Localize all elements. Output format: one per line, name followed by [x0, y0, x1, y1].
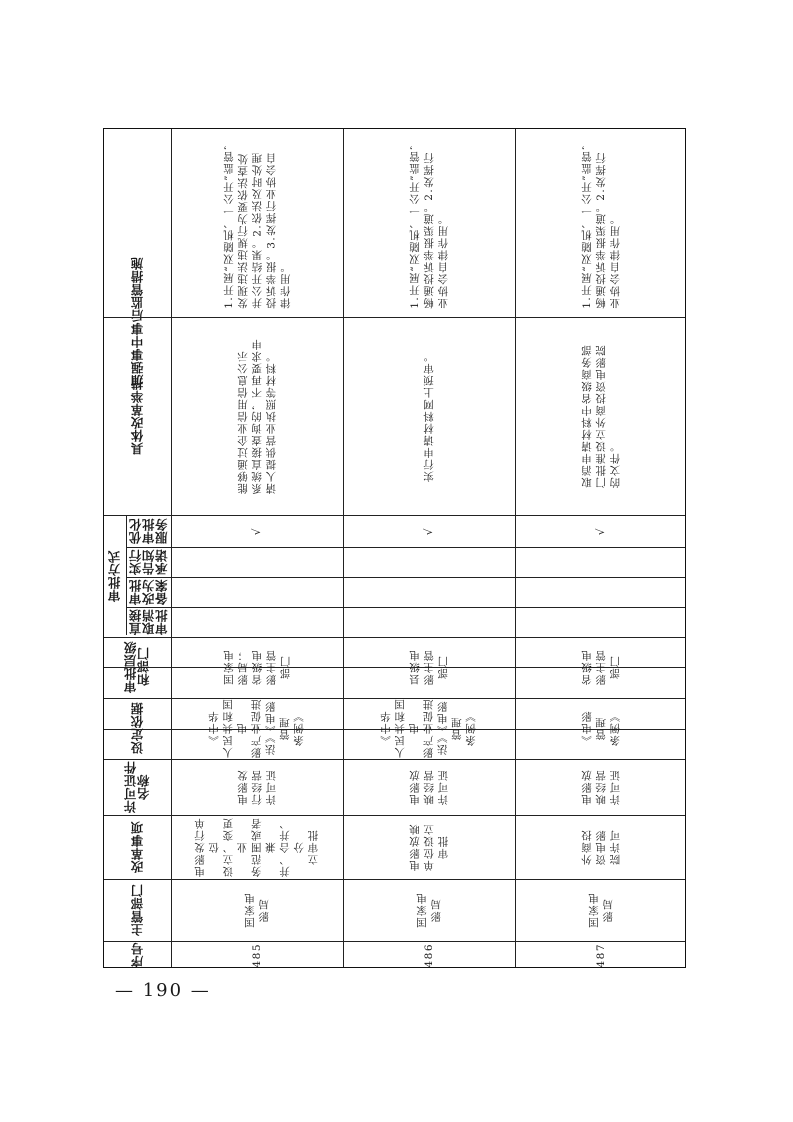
- seq-cell: 486: [422, 942, 435, 968]
- dept-cell: 国家电 影局: [587, 892, 614, 928]
- header-method-group: 审批方式: [107, 550, 123, 602]
- header-item: 改革事项: [129, 821, 145, 873]
- seq-cell: 485: [250, 942, 263, 968]
- header-seq: 序号: [129, 942, 145, 968]
- supervision-cell: 1.开展“双随机、一公开”监管， 发现违法违规行为要依法查处 并公开结果。2.依法及时处理 投诉举报。3.发挥行业协会自 律作用。: [222, 137, 292, 309]
- license-cell: 电影发 行经营 许可证: [236, 769, 278, 805]
- seq-cell: 487: [594, 942, 607, 968]
- level-cell: 国家电 影局； 省级电 影主管 部门: [222, 649, 292, 685]
- measures-cell: 取消申请材料中省级商务部 门批准设立外商投资电影院 的文件。: [580, 344, 622, 488]
- optimize-check: √: [250, 526, 263, 536]
- header-filing: 审批 改为 备案: [127, 579, 170, 605]
- license-cell: 电影放 映经营 许可证: [408, 769, 450, 805]
- supervision-cell: 1.开展“双随机、一公开”监管， 畅通投诉举报渠道。2.发挥行 业协会自律作用。: [408, 137, 450, 309]
- measures-cell: 实行申请材料网上预审。: [422, 350, 435, 482]
- header-license: 许可证件 名称: [123, 761, 152, 813]
- header-promise: 实行 告知 承诺: [127, 549, 170, 575]
- item-cell: 电影发行单位 设立、变更业 务范围或者兼 并、合并、分 立审批: [194, 817, 320, 877]
- supervision-cell: 1.开展“双随机、一公开”监管， 畅通投诉举报渠道。2.发挥行 业协会自律作用。: [580, 137, 622, 309]
- header-basis: 设定依据: [129, 702, 145, 754]
- reform-table: [103, 128, 686, 968]
- page-number: — 190 —: [115, 980, 211, 1001]
- optimize-check: √: [422, 526, 435, 536]
- header-dept: 主管部门: [129, 884, 145, 936]
- header-supervision: 加强事中事后监管措施: [129, 257, 145, 387]
- license-cell: 电影放 映经营 许可证: [580, 769, 622, 805]
- dept-cell: 国家电 影局: [415, 892, 442, 928]
- basis-cell: 《电影 管理 条例》: [580, 710, 622, 746]
- dept-cell: 国家电 影局: [243, 892, 270, 928]
- divider: [104, 317, 685, 318]
- item-cell: 外商投 资电影 院许可: [580, 829, 622, 865]
- divider: [126, 607, 685, 608]
- header-optimize: 优化 审批 服务: [127, 518, 170, 544]
- basis-cell: 《中华 人民共和国电 影产业促进 法》《电影管理 条例》: [208, 698, 306, 758]
- header-cancel: 直接 取消 审批: [127, 609, 170, 635]
- divider: [126, 577, 685, 578]
- optimize-check: √: [594, 526, 607, 536]
- measures-cell: 能够通过企业信用信息公示 系统直接查询的，不再要求申 请人提供营业执照等材料。: [236, 338, 278, 494]
- divider: [126, 547, 685, 548]
- level-cell: 县级电 影主管 部门: [408, 649, 450, 685]
- header-level: 审批层级 和部门: [123, 641, 152, 693]
- item-cell: 电影放映 单位设立 审批: [408, 823, 450, 871]
- basis-cell: 《中华 人民共和国电 影产业促进 法》《电影管理 条例》: [380, 698, 478, 758]
- level-cell: 省级电 影主管 部门: [580, 649, 622, 685]
- header-measures: 具体改革举措: [129, 377, 145, 455]
